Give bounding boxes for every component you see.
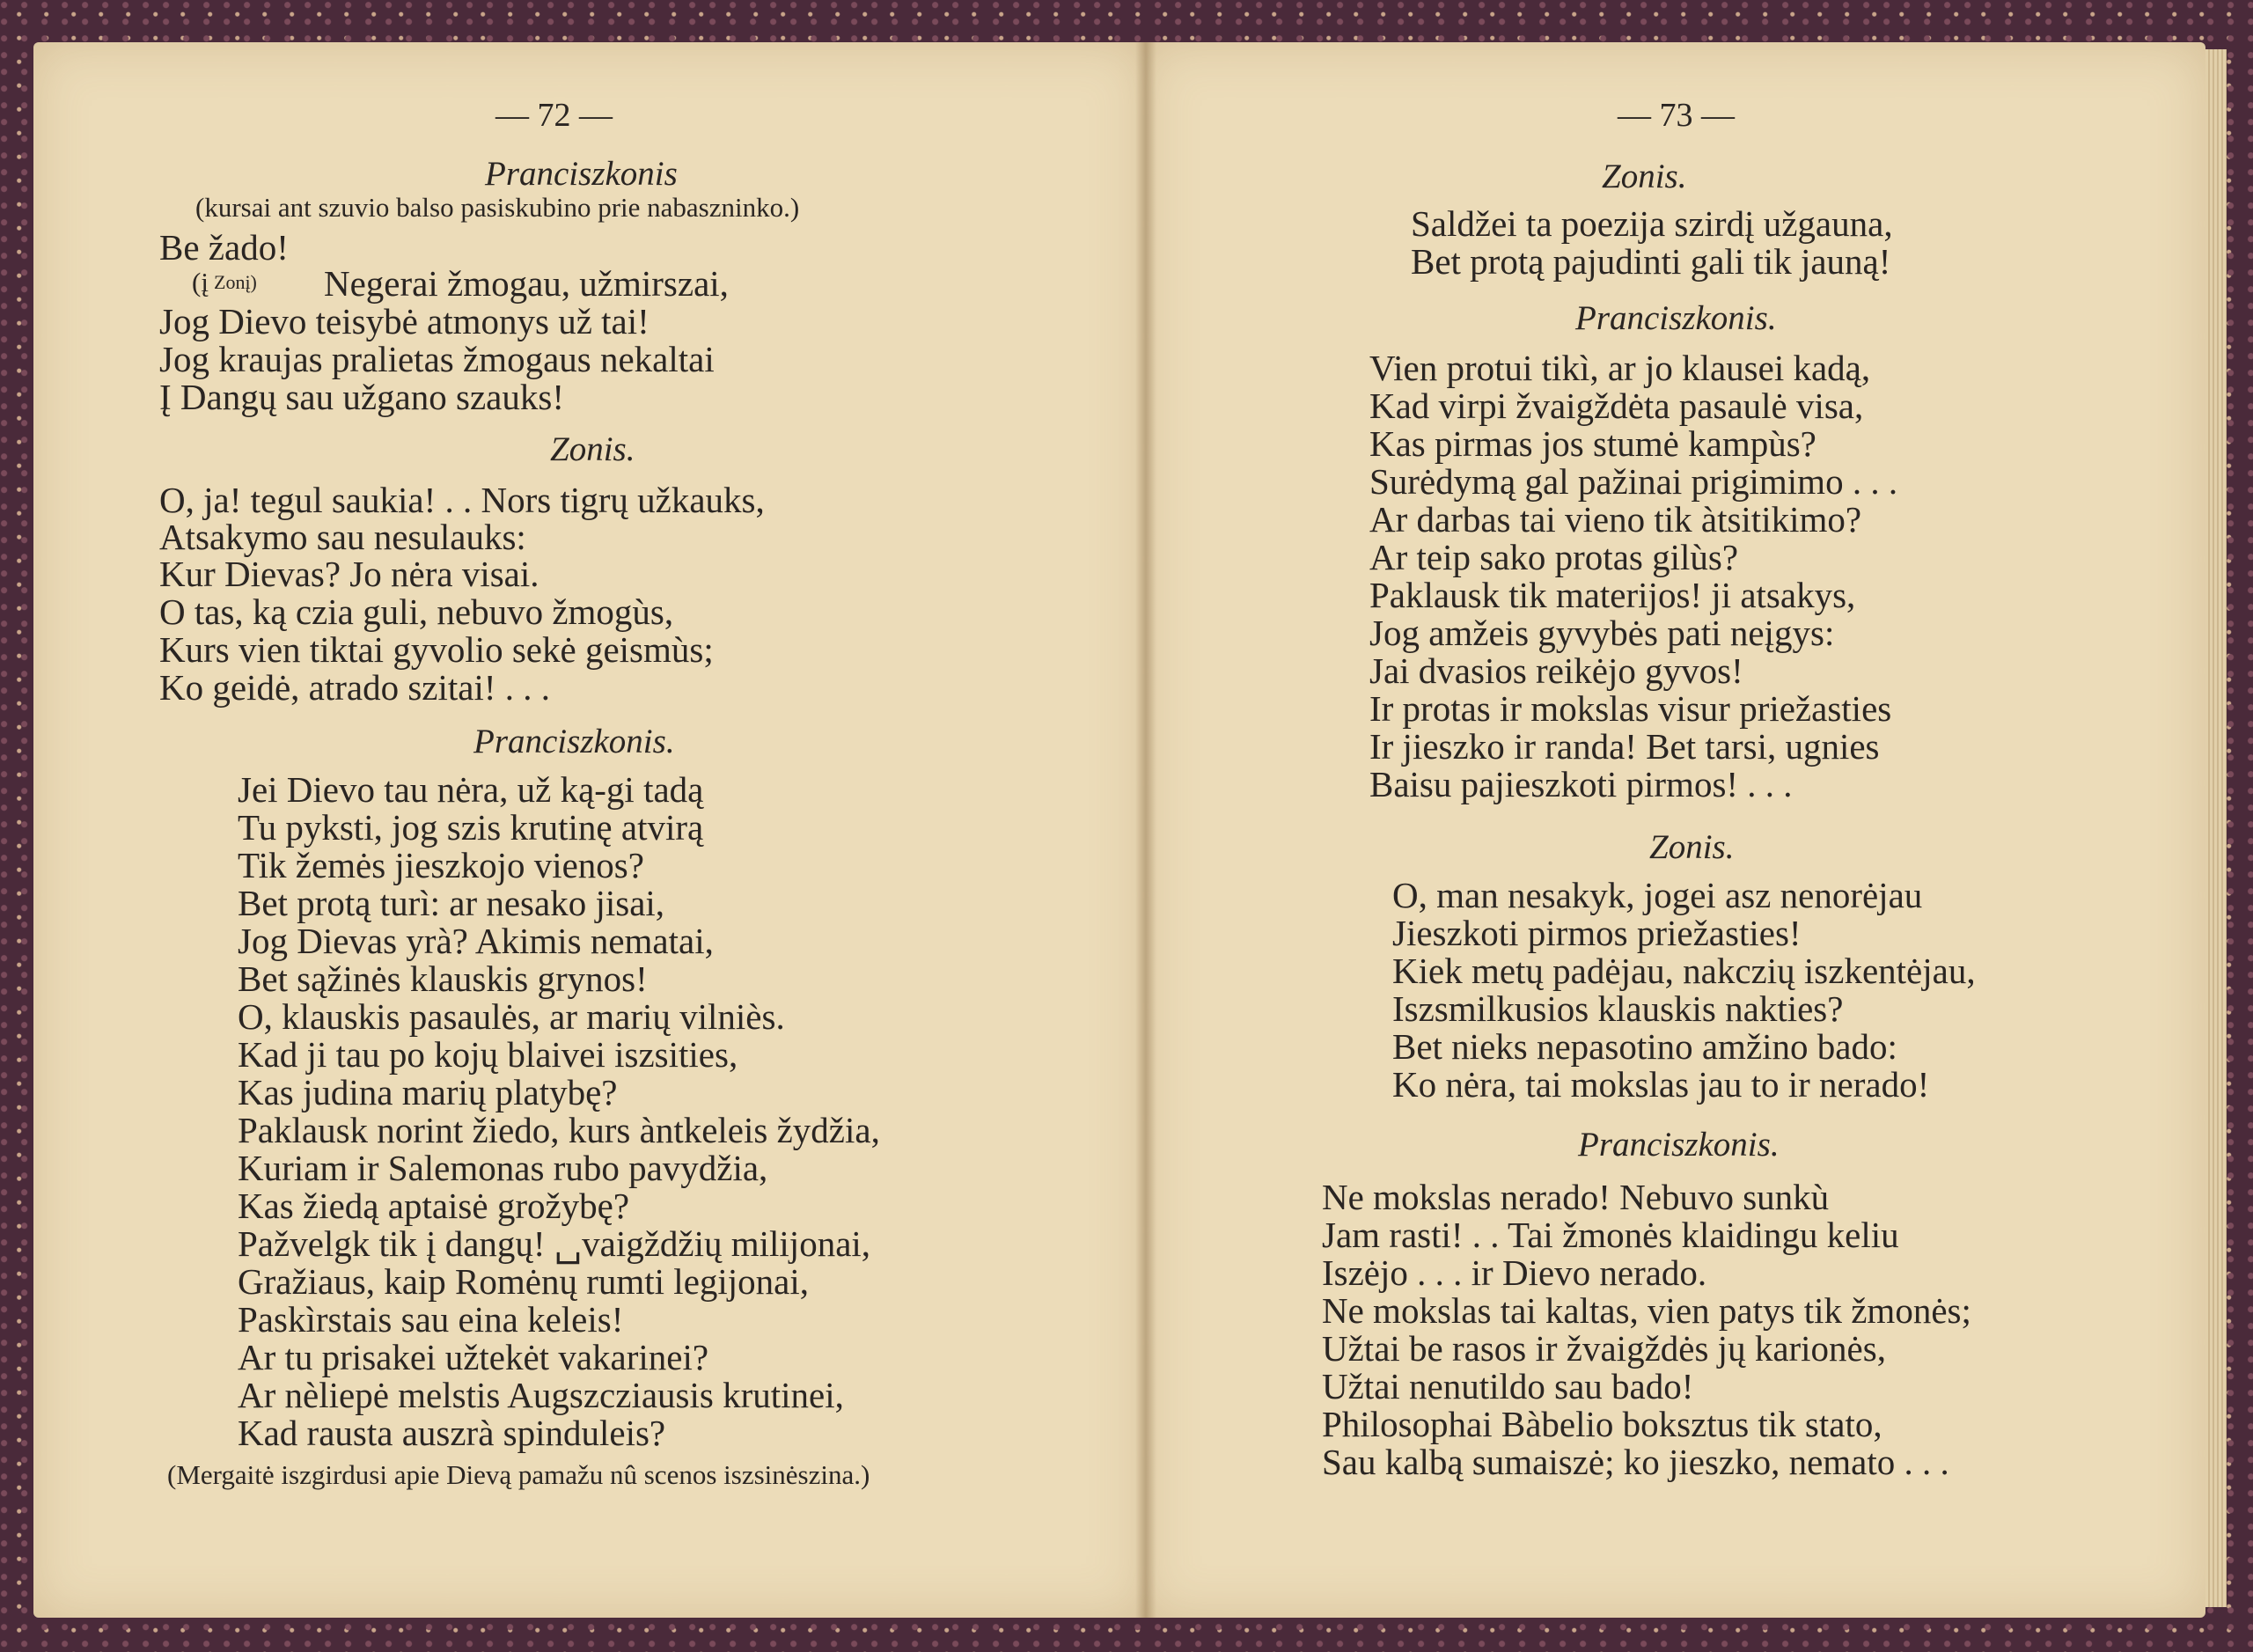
verse-line: Atsakymo sau nesulauks: — [159, 517, 526, 557]
verse-line: Jai dvasios reikėjo gyvos! — [1369, 650, 1743, 691]
verse-line: Į Dangų sau užgano szauks! — [159, 377, 564, 417]
verse-line: Jieszkoti pirmos priežasties! — [1392, 913, 1802, 953]
verse-line: Ir protas ir mokslas visur priežasties — [1369, 688, 1892, 729]
speaker-name: Zonis. — [1649, 828, 1735, 866]
page-edges — [2205, 49, 2227, 1607]
verse-line: Kad virpi žvaigždėta pasaulė visa, — [1369, 385, 1864, 426]
verse-line: Ko geidė, atrado szitai! . . . — [159, 667, 551, 708]
verse-line: O, man nesakyk, jogei asz nenorėjau — [1392, 875, 1923, 915]
stage-direction: Zonį) — [214, 271, 257, 293]
verse-line: Užtai be rasos ir žvaigždės jų karionės, — [1322, 1328, 1886, 1369]
verse-line: Baisu pajieszkoti pirmos! . . . — [1369, 764, 1793, 804]
verse-line: Ne mokslas tai kaltas, vien patys tik žmonės; — [1322, 1290, 1971, 1331]
verse-line: Jog amžeis gyvybės pati neįgys: — [1369, 613, 1835, 653]
verse-line: Ko nėra, tai mokslas jau to ir nerado! — [1392, 1064, 1930, 1105]
speaker-name: Zonis. — [1602, 158, 1687, 195]
verse-line: Jog Dievas yrà? Akimis nematai, — [238, 921, 714, 961]
book-gutter — [1135, 42, 1156, 1618]
speaker-name: Zonis. — [550, 430, 635, 468]
verse-line: Užtai nenutildo sau bado! — [1322, 1366, 1694, 1406]
page-number: — 72 — — [495, 97, 613, 134]
verse-line: Vien protui tikì, ar jo klausei kadą, — [1369, 348, 1871, 388]
verse-line: Kas pirmas jos stumė kampùs? — [1369, 423, 1816, 464]
verse-line: Bet protą pajudinti gali tik jauną! — [1411, 241, 1891, 282]
speaker-name: Pranciszkonis. — [1578, 1126, 1780, 1164]
verse-line: Paskìrstais sau eina keleis! — [238, 1299, 624, 1340]
verse-line: Kad rausta auszrà spinduleis? — [238, 1413, 666, 1453]
verse-line: Bet nieks nepasotino amžino bado: — [1392, 1026, 1897, 1067]
stage-direction: (kursai ant szuvio balso pasiskubino prie nabaszninko.) — [195, 192, 800, 223]
verse-line: Ir jieszko ir randa! Bet tarsi, ugnies — [1369, 726, 1880, 767]
verse-line: Ar teip sako protas gilùs? — [1369, 537, 1739, 577]
verse-line: Sau kalbą sumaiszė; ko jieszko, nemato . . . — [1322, 1442, 1949, 1482]
verse-line: Jog Dievo teisybė atmonys už tai! — [159, 301, 649, 341]
verse-line: O, klauskis pasaulės, ar marių vilniès. — [238, 996, 785, 1037]
speaker-name: Pranciszkonis. — [1575, 299, 1777, 337]
verse-line: Paklausk tik materijos! ji atsakys, — [1369, 575, 1856, 615]
stage-direction: (Mergaitė iszgirdusi apie Dievą pamažu nû scenos iszsinėszina.) — [167, 1459, 870, 1490]
verse-line: Kuriam ir Salemonas rubo pavydžia, — [238, 1148, 768, 1188]
speaker-name: Pranciszkonis. — [473, 723, 675, 760]
verse-line: O, ja! tegul saukia! . . Nors tigrų užkauks, — [159, 480, 765, 520]
verse-line: Philosophai Bàbelio boksztus tik stato, — [1322, 1404, 1882, 1444]
verse-line: Ne mokslas nerado! Nebuvo sunkù — [1322, 1177, 1830, 1217]
verse-line: Kurs vien tiktai gyvolio sekė geismùs; — [159, 629, 714, 670]
verse-line: Tu pyksti, jog szis krutinę atvirą — [238, 807, 704, 848]
verse-line: Bet protą turì: ar nesako jisai, — [238, 883, 665, 923]
verse-line: Jog kraujas pralietas žmogaus nekaltai — [159, 339, 715, 379]
verse-line: Iszėjo . . . ir Dievo nerado. — [1322, 1252, 1707, 1293]
verse-line: Negerai žmogau, užmirszai, — [324, 263, 729, 304]
verse-line: Iszsmilkusios klauskis nakties? — [1392, 988, 1844, 1029]
speaker-name: Pranciszkonis — [485, 155, 678, 193]
verse-line: Bet sąžinės klauskis grynos! — [238, 958, 648, 999]
verse-line: Ar darbas tai vieno tik àtsitikimo? — [1369, 499, 1862, 540]
verse-line: Kiek metų padėjau, nakczių iszkentėjau, — [1392, 951, 1976, 991]
verse-line: O tas, ką czia guli, nebuvo žmogùs, — [159, 591, 674, 632]
verse-line: Kas žiedą aptaisė grožybę? — [238, 1186, 630, 1226]
verse-line: Paklausk norint žiedo, kurs àntkeleis žydžia, — [238, 1110, 880, 1150]
verse-line: Surėdymą gal pažinai prigimimo . . . — [1369, 461, 1898, 502]
verse-line: Be žado! — [159, 227, 289, 268]
verse-line: Pažvelgk tik į dangų! ␣vaigždžių milijonai, — [238, 1223, 871, 1264]
stage-direction: (į — [192, 267, 209, 297]
verse-line: Ar tu prisakei užtekėt vakarinei? — [238, 1337, 709, 1377]
verse-line: Jam rasti! . . Tai žmonės klaidingu keliu — [1322, 1215, 1899, 1255]
verse-line: Saldžei ta poezija szirdį užgauna, — [1411, 203, 1893, 244]
verse-line: Kad ji tau po kojų blaivei iszsities, — [238, 1034, 738, 1075]
verse-line: Jei Dievo tau nėra, už ką-gi tadą — [238, 769, 704, 810]
verse-line: Gražiaus, kaip Romėnų rumti legijonai, — [238, 1261, 810, 1302]
verse-line: Tik žemės jieszkojo vienos? — [238, 845, 644, 885]
page-number: — 73 — — [1618, 97, 1735, 134]
verse-line: Kur Dievas? Jo nėra visai. — [159, 554, 539, 594]
verse-line: Kas judina marių platybę? — [238, 1072, 618, 1112]
verse-line: Ar nèliepė melstis Augszcziausis krutinei, — [238, 1375, 844, 1415]
